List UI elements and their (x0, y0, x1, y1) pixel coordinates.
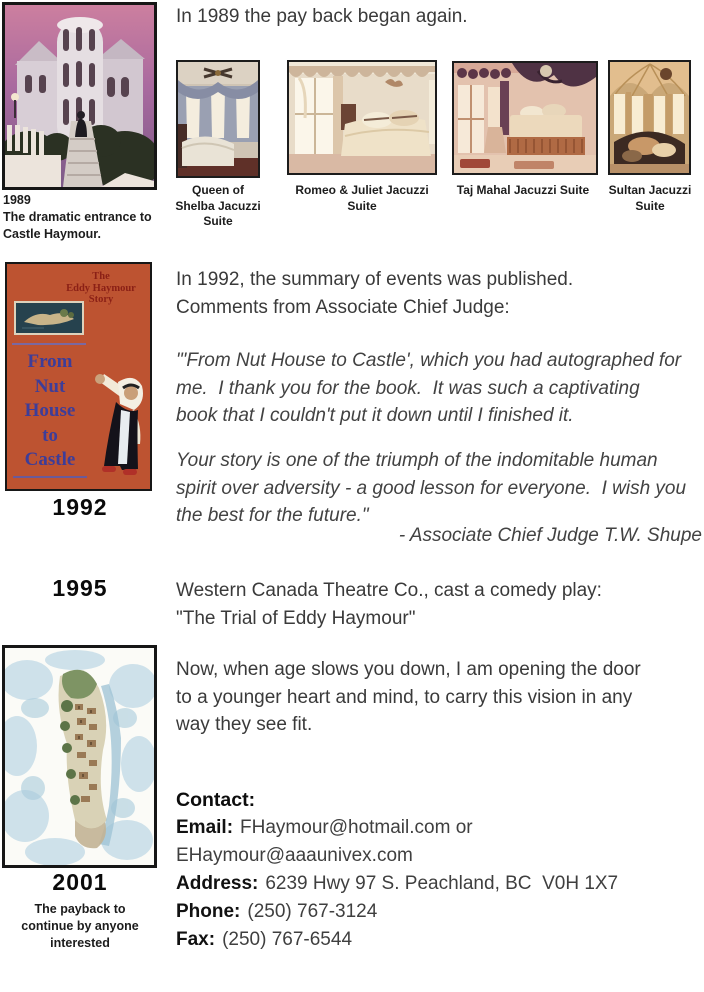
contact-email-line (176, 814, 704, 842)
castle-photo-illustration (5, 5, 154, 187)
email-value-2: EHaymour@aaaunivex.com (176, 845, 413, 866)
castle-entrance-photo (2, 2, 157, 190)
suite-caption-sultan: Sultan Jacuzzi Suite (608, 183, 692, 213)
queen-suite-illustration (178, 62, 258, 176)
eddy-cartoon-figure (90, 366, 148, 483)
email-label: Email: (176, 817, 234, 838)
book-cover (5, 262, 152, 491)
island-inset-illustration (16, 303, 82, 333)
sultan-suite-illustration (610, 62, 689, 173)
year-1995: 1995 (52, 575, 108, 601)
play-paragraph: Western Canada Theatre Co., cast a comedy play: "The Trial of Eddy Haymour" (176, 580, 602, 629)
book-cover-title: From Nut House to Castle (24, 351, 76, 470)
contact-email-line2 (176, 842, 704, 870)
suite-photo-taj-mahal (452, 61, 598, 175)
book-cover-top-title: The Eddy Haymour Story (66, 271, 136, 305)
quote-attribution: - Associate Chief Judge T.W. Shupe (398, 525, 702, 546)
castle-photo-caption: 1989 The dramatic entrance to Castle Haymour. (3, 193, 152, 241)
book-cover-rule-bottom (13, 476, 87, 478)
suite-photo-sultan (608, 60, 691, 175)
contact-address-line (176, 870, 704, 898)
suite-photo-queen-of-shelba (176, 60, 260, 178)
published-paragraph: In 1992, the summary of events was published. Comments from Associate Chief Judge: (176, 269, 574, 318)
contact-block (176, 786, 704, 954)
watercolor-illustration (5, 648, 154, 865)
year-2001: 2001 (52, 869, 108, 895)
taj-suite-illustration (454, 63, 596, 173)
contact-heading: Contact: (176, 789, 256, 811)
suite-caption-romeo-juliet: Romeo & Juliet Jacuzzi Suite (295, 183, 429, 213)
judge-quote-part1: "'From Nut House to Castle', which you had autographed for me. I thank you for the book. It was such a captivating book that I couldn't put it down until I finished it. (176, 350, 682, 426)
fax-label: Fax: (176, 929, 216, 950)
year-1992: 1992 (52, 494, 108, 520)
fax-value: (250) 767-6544 (222, 929, 353, 950)
contact-fax-line (176, 926, 704, 954)
judge-quote-part2: Your story is one of the triumph of the indomitable human spirit over adversity - a good lesson for everyone. I wish you the best for the future." (176, 450, 687, 526)
address-label: Address: (176, 873, 259, 894)
romeo-suite-illustration (289, 62, 435, 173)
contact-phone-line (176, 898, 704, 926)
vision-paragraph: Now, when age slows you down, I am opening the door to a younger heart and mind, to carry this vision in any way they see fit. (176, 659, 641, 735)
email-value: FHaymour@hotmail.com or (240, 817, 473, 838)
suite-caption-taj-mahal: Taj Mahal Jacuzzi Suite (456, 183, 590, 197)
castle-photo-year: 1989 (3, 193, 31, 207)
pointing-sheikh-illustration (90, 366, 148, 478)
address-value: 6239 Hwy 97 S. Peachland, BC V0H 1X7 (265, 873, 619, 894)
book-cover-island-photo (14, 301, 84, 335)
phone-value: (250) 767-3124 (247, 901, 378, 922)
island-watercolor-painting (2, 645, 157, 868)
heading-1989: In 1989 the pay back began again. (176, 6, 468, 27)
suite-caption-queen-of-shelba: Queen of Shelba Jacuzzi Suite (175, 183, 261, 228)
painting-caption: The payback to continue by anyone interested (21, 902, 139, 950)
suite-photo-romeo-juliet (287, 60, 437, 175)
book-cover-rule-top (12, 343, 86, 345)
phone-label: Phone: (176, 901, 241, 922)
